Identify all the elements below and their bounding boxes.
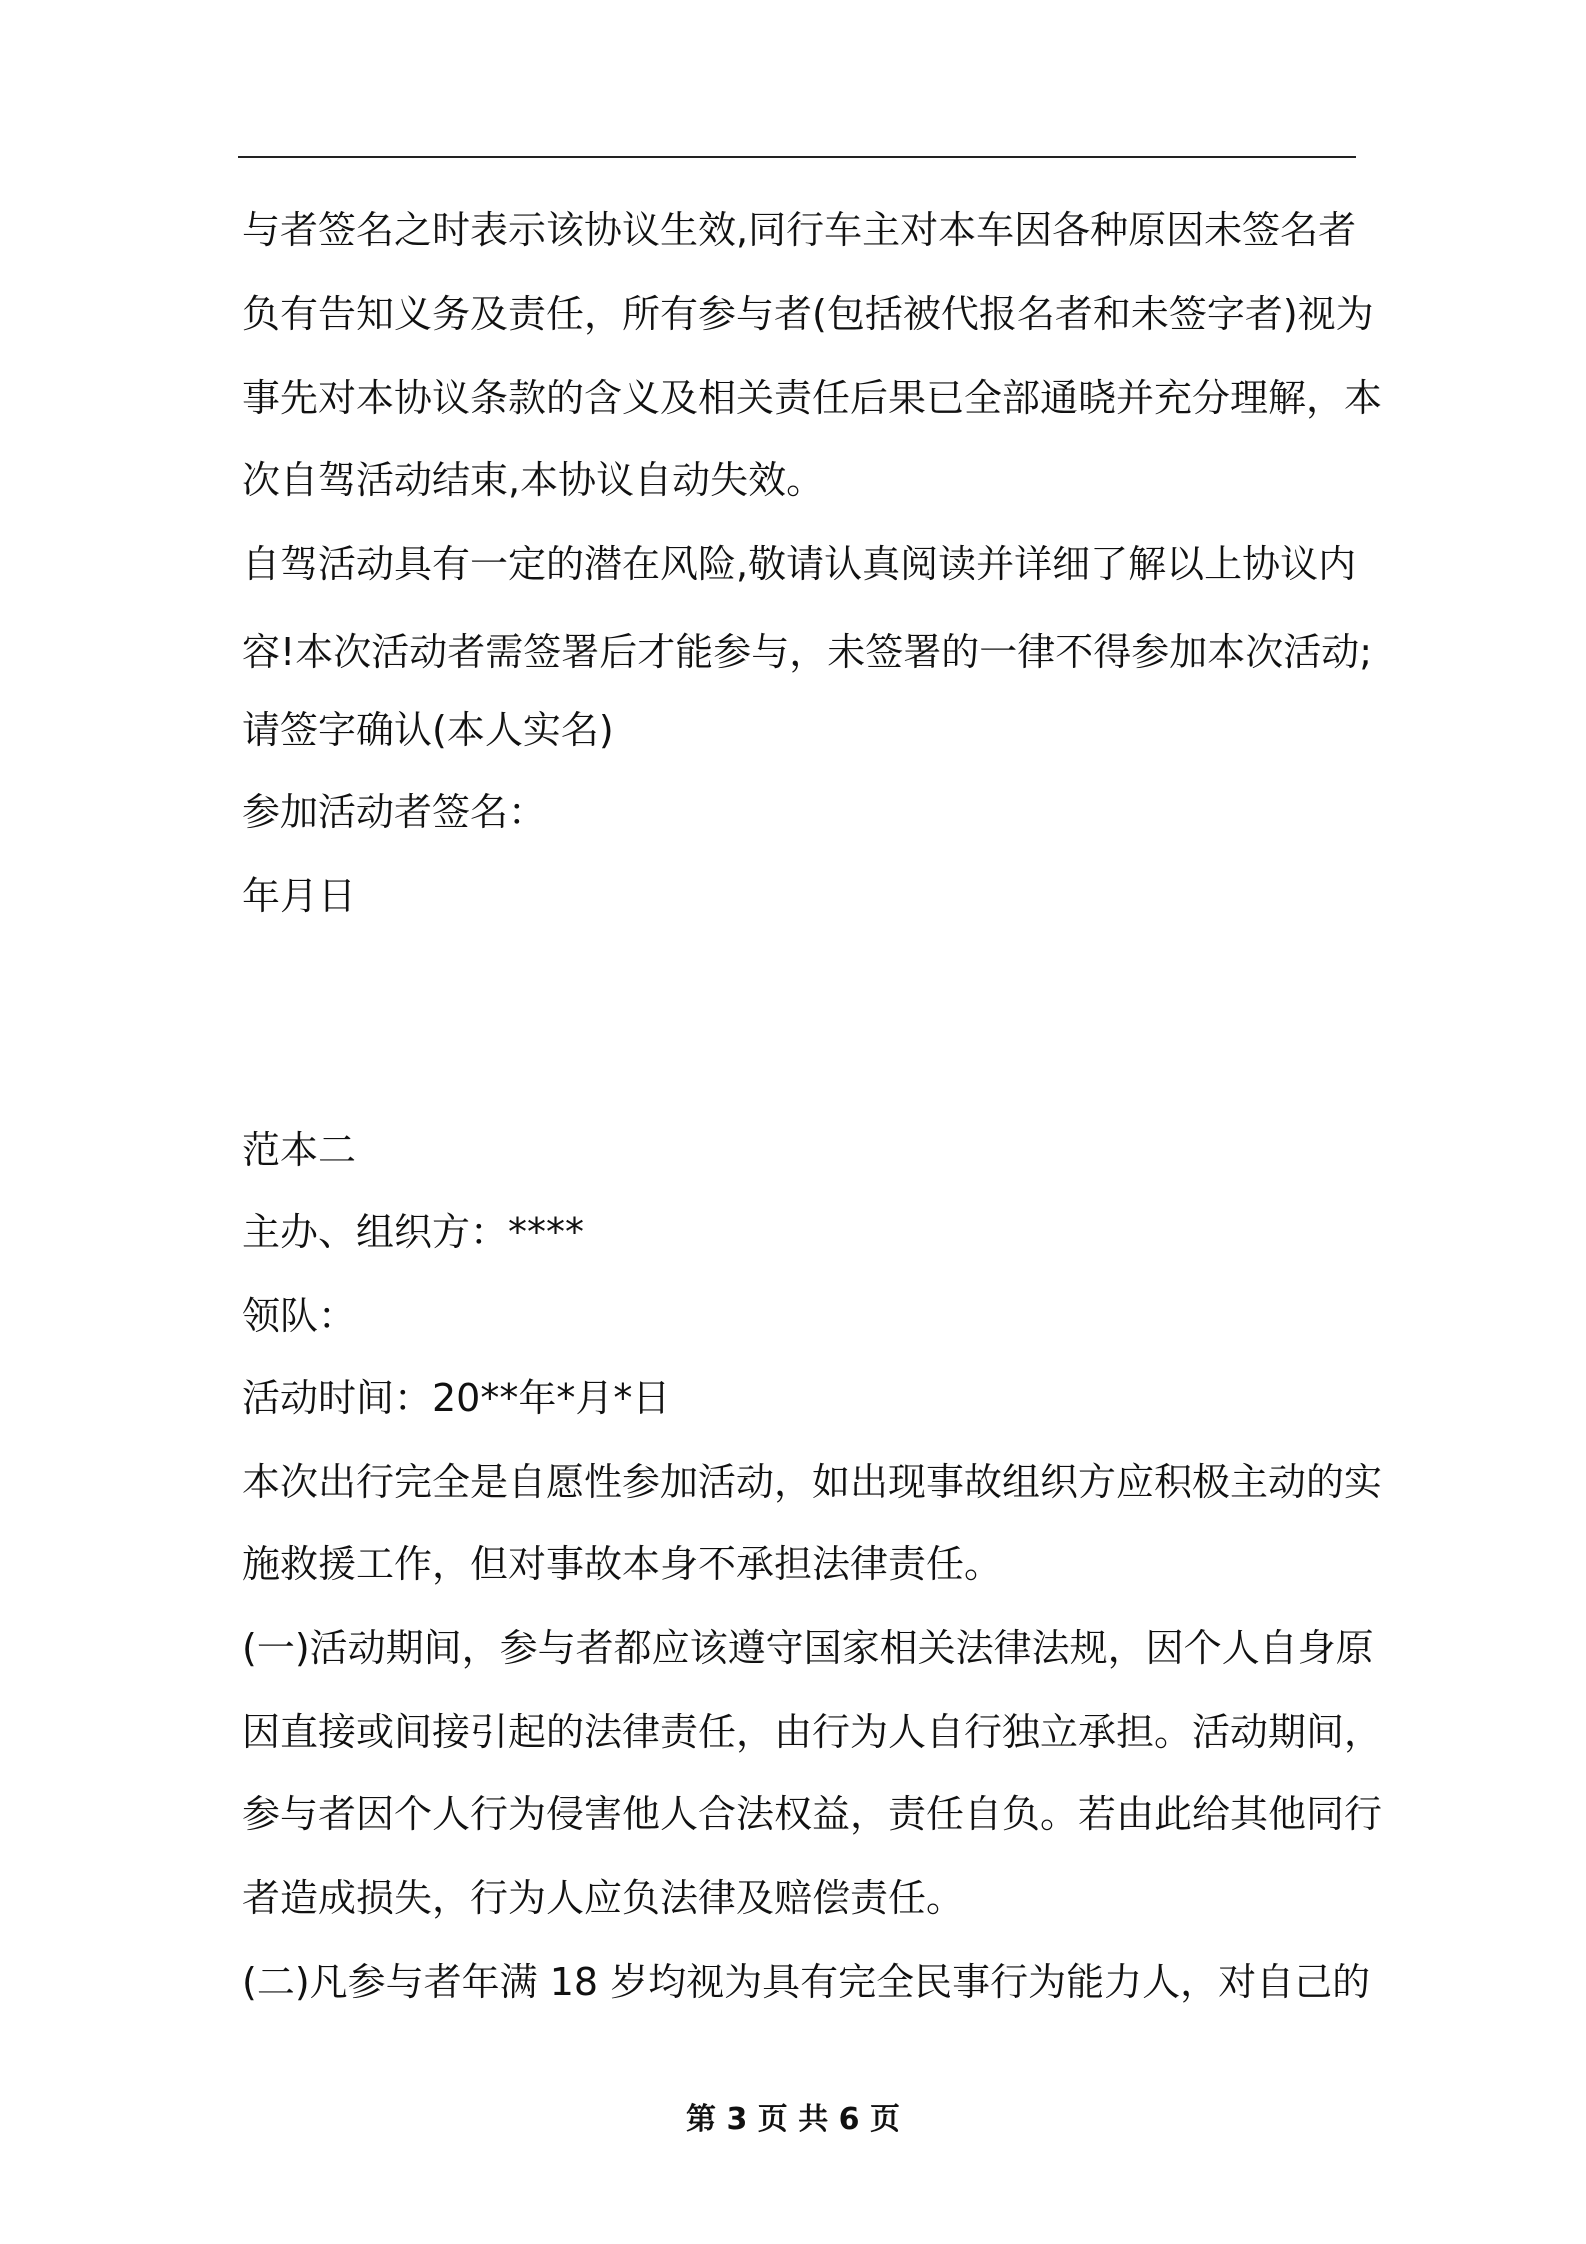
activity-time-line: 活动时间：20**年*月*日 [242, 1376, 671, 1420]
text-line-18: 参与者因个人行为侵害他人合法权益，责任自负。若由此给其他同行 [242, 1792, 1383, 1836]
text-line-20: (二)凡参与者年满 18 岁均视为具有完全民事行为能力人，对自己的 [242, 1960, 1371, 2004]
date-label: 年月日 [242, 874, 357, 918]
text-line-15: 施救援工作，但对事故本身不承担法律责任。 [242, 1542, 1003, 1586]
text-line-3: 事先对本协议条款的含义及相关责任后果已全部通晓并充分理解，本 [242, 376, 1383, 420]
section-title: 范本二 [242, 1128, 357, 1172]
text-line-4: 次自驾活动结束,本协议自动失效。 [242, 458, 825, 502]
page-number: 第 3 页 共 6 页 [686, 2102, 900, 2137]
header-rule [238, 156, 1356, 158]
text-line-7: 请签字确认(本人实名) [242, 708, 614, 752]
leader-line: 领队： [242, 1294, 357, 1338]
text-line-19: 者造成损失，行为人应负法律及赔偿责任。 [242, 1876, 965, 1920]
text-line-14: 本次出行完全是自愿性参加活动，如出现事故组织方应积极主动的实 [242, 1460, 1383, 1504]
text-line-6: 容!本次活动者需签署后才能参与，未签署的一律不得参加本次活动; [242, 630, 1373, 674]
text-line-5: 自驾活动具有一定的潜在风险,敬请认真阅读并详细了解以上协议内 [242, 542, 1357, 586]
text-line-2: 负有告知义务及责任，所有参与者(包括被代报名者和未签字者)视为 [242, 292, 1374, 336]
text-line-16: (一)活动期间，参与者都应该遵守国家相关法律法规，因个人自身原 [242, 1626, 1374, 1670]
text-line-1: 与者签名之时表示该协议生效,同行车主对本车因各种原因未签名者 [242, 208, 1357, 252]
signature-label: 参加活动者签名： [242, 790, 547, 834]
text-line-17: 因直接或间接引起的法律责任，由行为人自行独立承担。活动期间， [242, 1710, 1383, 1754]
organizer-line: 主办、组织方：**** [242, 1210, 585, 1254]
